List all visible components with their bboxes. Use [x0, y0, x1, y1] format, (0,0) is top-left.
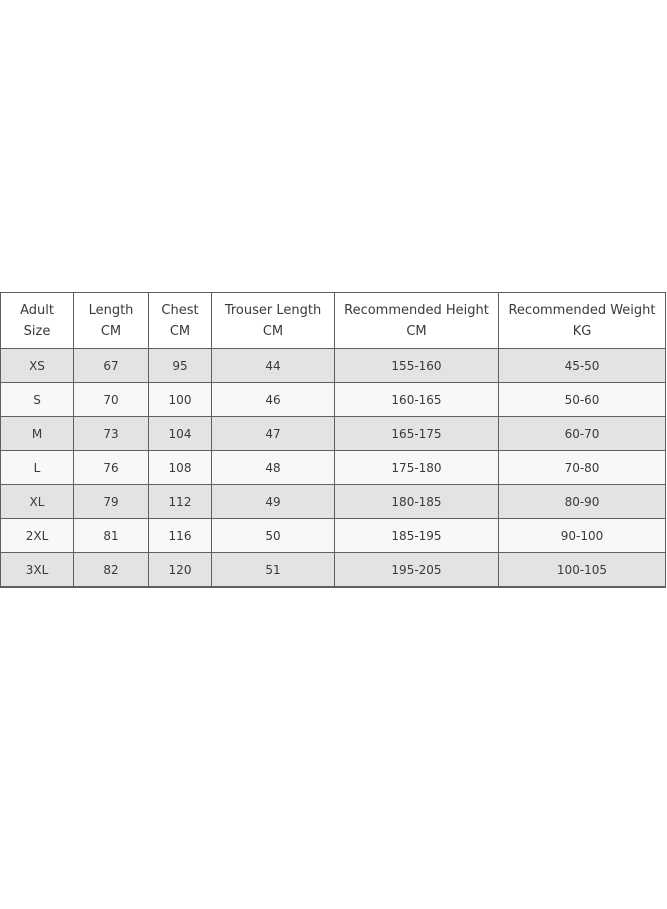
header-line: CM [100, 323, 122, 339]
cell-length: 79 [74, 485, 149, 519]
header-adult-size [1, 293, 74, 349]
header-row [1, 293, 666, 349]
cell-recommended-weight: 80-90 [499, 485, 666, 519]
cell-length: 73 [74, 417, 149, 451]
cell-chest: 112 [149, 485, 212, 519]
header-line: Recommended Height [344, 302, 489, 318]
table-row [1, 383, 666, 417]
header-line: CM [406, 323, 427, 339]
cell-size: 2XL [1, 519, 74, 553]
cell-length: 67 [74, 349, 149, 383]
header-line: CM [262, 323, 284, 339]
cell-recommended-height: 195-205 [335, 553, 499, 588]
header-line: Adult [20, 302, 54, 318]
cell-recommended-height: 180-185 [335, 485, 499, 519]
header-line: Recommended Weight [508, 302, 656, 318]
cell-trouser-length: 50 [212, 519, 335, 553]
header-trouser-length [212, 293, 335, 349]
cell-length: 82 [74, 553, 149, 588]
cell-trouser-length: 44 [212, 349, 335, 383]
cell-size: 3XL [1, 553, 74, 588]
header-line: Length [88, 302, 134, 318]
cell-recommended-weight: 90-100 [499, 519, 666, 553]
cell-recommended-height: 175-180 [335, 451, 499, 485]
cell-chest: 104 [149, 417, 212, 451]
cell-recommended-height: 185-195 [335, 519, 499, 553]
header-recommended-weight [499, 293, 666, 349]
size-chart-table [0, 292, 666, 588]
header-line: Size [23, 323, 51, 339]
cell-trouser-length: 49 [212, 485, 335, 519]
header-length [74, 293, 149, 349]
cell-trouser-length: 47 [212, 417, 335, 451]
cell-size: XL [1, 485, 74, 519]
cell-size: M [1, 417, 74, 451]
table-header [1, 293, 666, 349]
cell-recommended-weight: 100-105 [499, 553, 666, 588]
header-line: Trouser Length [224, 302, 322, 318]
cell-recommended-height: 160-165 [335, 383, 499, 417]
cell-trouser-length: 51 [212, 553, 335, 588]
cell-size: L [1, 451, 74, 485]
cell-chest: 108 [149, 451, 212, 485]
cell-recommended-weight: 70-80 [499, 451, 666, 485]
table-row [1, 485, 666, 519]
cell-size: S [1, 383, 74, 417]
cell-recommended-height: 165-175 [335, 417, 499, 451]
cell-recommended-weight: 50-60 [499, 383, 666, 417]
cell-recommended-weight: 45-50 [499, 349, 666, 383]
header-line: Chest [161, 302, 199, 318]
cell-length: 76 [74, 451, 149, 485]
header-recommended-height [335, 293, 499, 349]
header-line: CM [169, 323, 191, 339]
cell-chest: 100 [149, 383, 212, 417]
cell-length: 81 [74, 519, 149, 553]
cell-chest: 116 [149, 519, 212, 553]
cell-length: 70 [74, 383, 149, 417]
table-row [1, 451, 666, 485]
cell-size: XS [1, 349, 74, 383]
cell-trouser-length: 46 [212, 383, 335, 417]
header-line: KG [572, 323, 592, 339]
cell-chest: 95 [149, 349, 212, 383]
table-row [1, 349, 666, 383]
cell-trouser-length: 48 [212, 451, 335, 485]
table-row [1, 553, 666, 588]
table-body [1, 349, 666, 588]
cell-recommended-height: 155-160 [335, 349, 499, 383]
header-chest [149, 293, 212, 349]
table-row [1, 417, 666, 451]
cell-chest: 120 [149, 553, 212, 588]
table-row [1, 519, 666, 553]
cell-recommended-weight: 60-70 [499, 417, 666, 451]
